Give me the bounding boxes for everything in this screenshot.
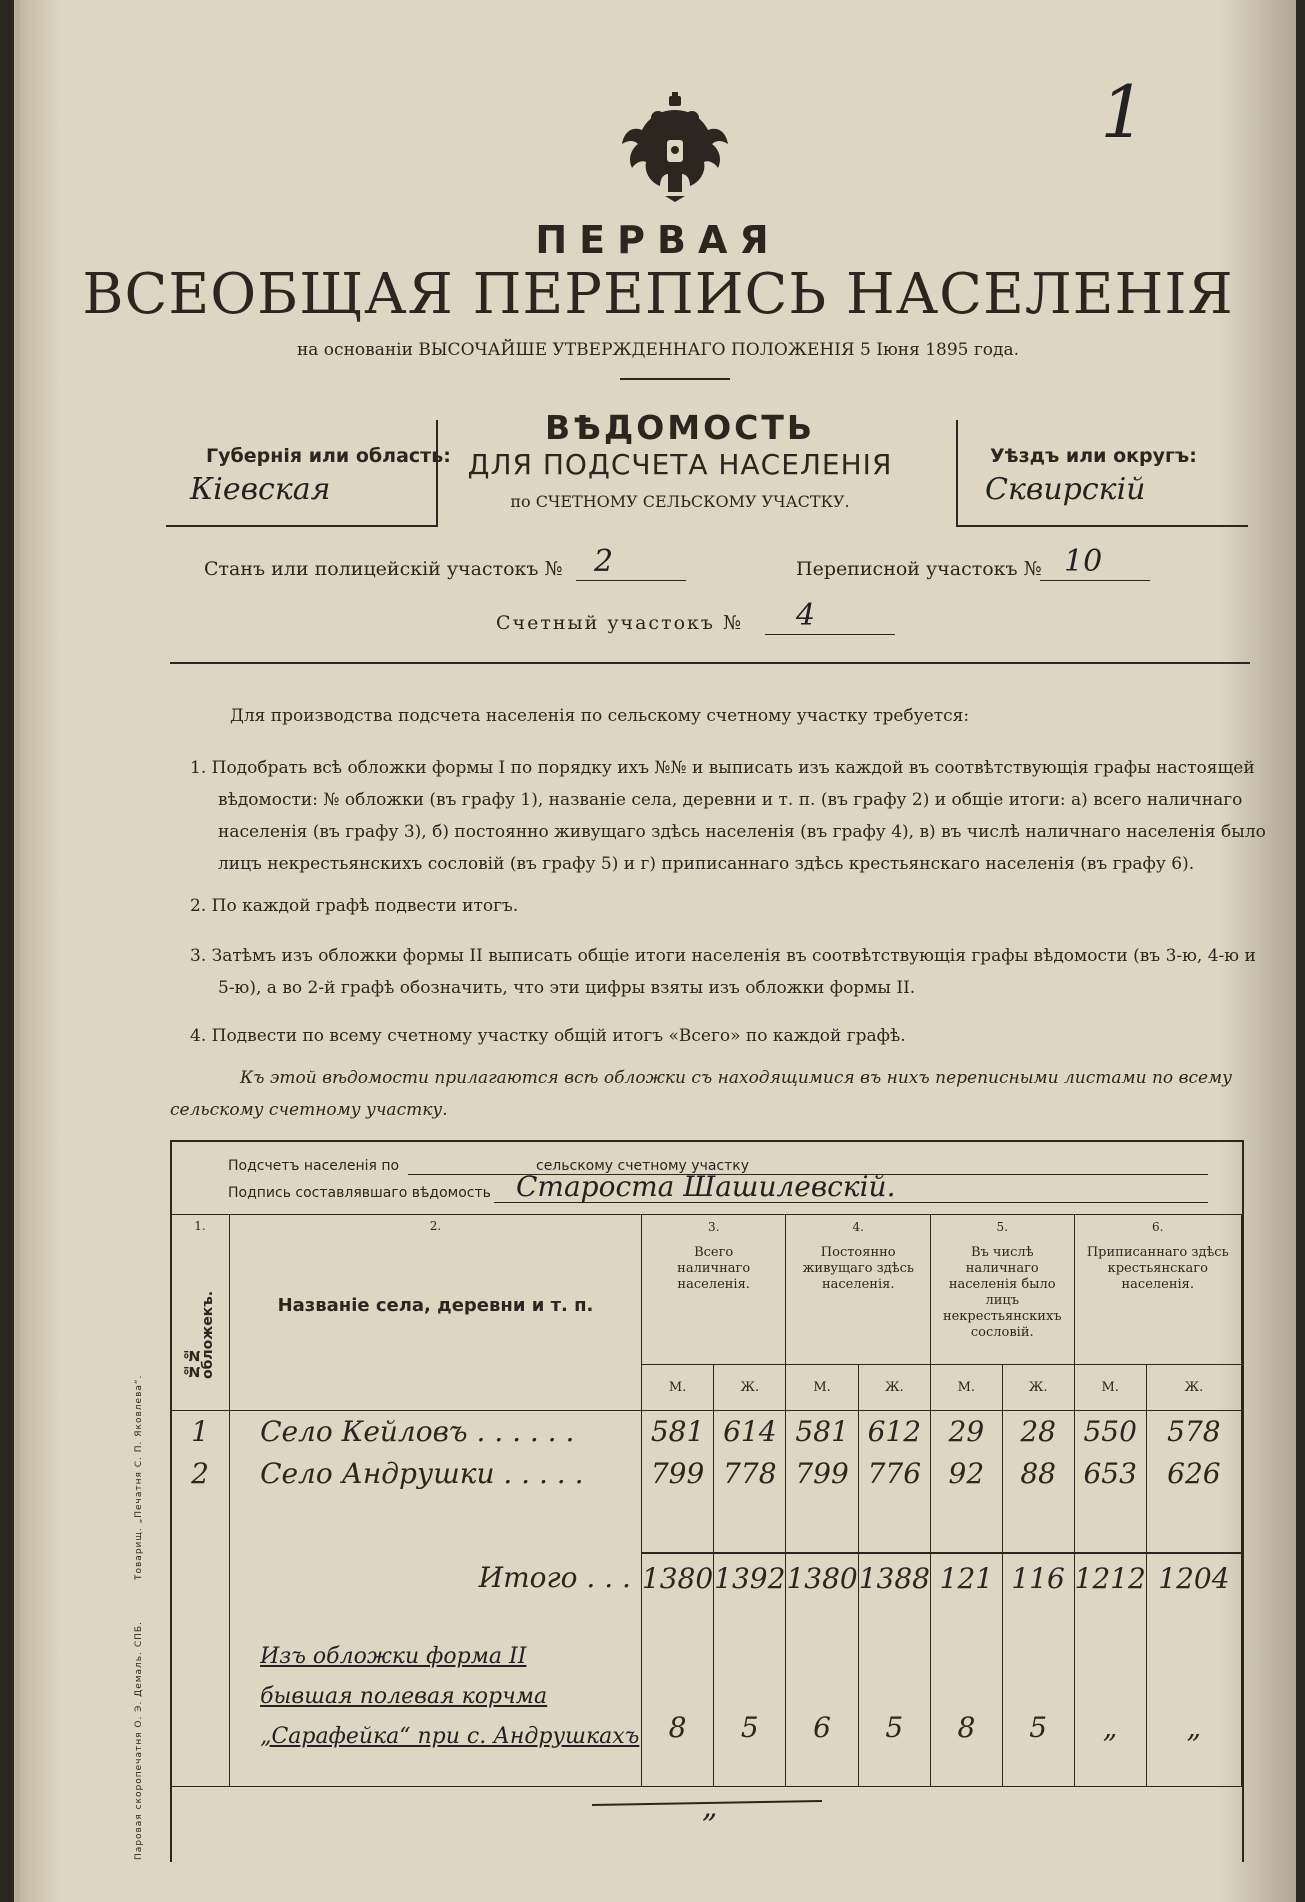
stan-line [576,580,686,581]
perepis-value: 10 [1064,544,1103,579]
col4-number: 4. [852,1220,864,1234]
total-v4: 1388 [858,1553,930,1603]
printer-imprint-top: Товарищ. „Печатня С. П. Яковлева“. [134,1374,144,1580]
row1-v4: 612 [858,1411,930,1453]
table-row [171,1411,1242,1453]
col2-number: 2. [429,1219,442,1233]
row2-v8: 626 [1146,1453,1241,1495]
col1-number: 1. [194,1219,206,1233]
schet-line [765,634,895,635]
row2-v5: 92 [930,1453,1002,1495]
title-first: ПЕРВАЯ [535,218,781,262]
table-row-spacer [171,1495,1242,1553]
col4-zh: Ж. [858,1365,930,1411]
row2-v3: 799 [786,1453,858,1495]
instruction-item-4: 4. Подвести по всему счетному участку общiй итогъ «Всего» по каждой графѣ. [190,1026,906,1046]
form2-line-3: „Сарафейка“ при с. Андрушкахъ [260,1723,640,1749]
col6-header: Приписаннаго здѣсь крестьянскаго населенiя. [1086,1245,1229,1292]
stan-label: Станъ или полицейскiй участокъ № [204,558,563,580]
col3-number: 3. [707,1220,720,1234]
form2-v2: 5 [714,1603,786,1787]
col1-header-cell [171,1215,230,1411]
row1-v7: 550 [1074,1411,1146,1453]
instruction-item-2: 2. По каждой графѣ подвести итогъ. [190,896,519,916]
col5-m: М. [930,1365,1002,1411]
row1-v8: 578 [1146,1411,1241,1453]
form2-v3: 6 [786,1603,858,1787]
total-row [171,1553,1242,1603]
form2-v1: 8 [641,1603,713,1787]
form2-v7: „ [1074,1603,1146,1787]
row2-name: Село Андрушки . . . . . [230,1453,642,1495]
row1-v3: 581 [786,1411,858,1453]
instruction-item-3: 3. Затѣмъ изъ обложки формы II выписать общiе итоги населенiя въ соотвѣтствующiя графы вѣдомости (въ 3-ю, 4-ю и 5-ю), а во 2-й графѣ обозначить, что эти цифры взяты изъ обложки формы II. [190,946,1256,998]
total-label: Итого . . . [230,1553,642,1603]
row2-no: 2 [171,1453,230,1495]
by-area-title: по СЧЕТНОМУ СЕЛЬСКОМУ УЧАСТКУ. [510,492,850,511]
row1-v1: 581 [641,1411,713,1453]
population-table [170,1140,1244,1862]
col2-header-cell [230,1215,642,1411]
uezd-label: Уѣздъ или округъ: [990,445,1197,467]
row2-v1: 799 [641,1453,713,1495]
row2-v7: 653 [1074,1453,1146,1495]
total-v3: 1380 [786,1553,858,1603]
form2-row [171,1603,1242,1787]
total-v8: 1204 [1146,1553,1241,1603]
col1-header: №№ обложекъ. [184,1290,217,1379]
instruction-item-1: 1. Подобрать всѣ обложки формы I по порядку ихъ №№ и выписать изъ каждой въ соотвѣтствующiя графы настоящей вѣдомости: № обложки (въ графу 1), названiе села, деревни и т. п. (въ графу 2) и общiе итоги: а) всего наличнаго населенiя (въ графу 3), б) постоянно живущаго здѣсь населенiя (въ графу 4), в) въ числѣ наличнаго населенiя было лицъ некрестьянскихъ сословiй (въ графу 5) и г) приписаннаго здѣсь крестьянскаго населенiя (въ графу 6). [190,758,1266,874]
gubernia-label: Губернiя или область: [206,445,451,467]
table-subtitle-value: сельскому счетному участку [536,1158,750,1174]
uezd-value: Сквирскiй [985,472,1146,507]
total-v6: 116 [1002,1553,1074,1603]
vedomost-title: ВѢДОМОСТЬ [544,408,816,447]
title-divider [620,378,730,380]
col4-m: М. [786,1365,858,1411]
col3-header-cell [641,1215,786,1365]
instructions-intro: Для производства подсчета населенiя по сельскому счетному участку требуется: [230,706,970,726]
title-basis: на основанiи ВЫСОЧАЙШЕ УТВЕРЖДЕННАГО ПОЛОЖЕНIЯ 5 Iюня 1895 года. [296,340,1020,360]
col6-header-cell [1074,1215,1241,1365]
signature-value: Староста Шашилевскiй. [516,1170,896,1203]
form2-v5: 8 [930,1603,1002,1787]
table-row [171,1453,1242,1495]
perepis-label: Переписной участокъ № [796,558,1042,580]
fields-divider [170,662,1250,664]
row1-no: 1 [171,1411,230,1453]
col2-header: Названiе села, деревни и т. п. [277,1295,594,1316]
title-main: ВСЕОБЩАЯ ПЕРЕПИСЬ НАСЕЛЕНIЯ [82,262,1234,327]
counting-title: ДЛЯ ПОДСЧЕТА НАСЕЛЕНIЯ [467,448,893,481]
col5-header-cell [930,1215,1074,1365]
form2-v8: „ [1146,1603,1241,1787]
instructions-note: Къ этой вѣдомости прилагаются всѣ обложки съ находящимися въ нихъ переписными листами по всему сельскому счетному участку. [170,1068,1233,1120]
printer-imprint-bottom: Паровая скоропечатня О. Э. Демаль. СПБ. [134,1621,144,1860]
total-v5: 121 [930,1553,1002,1603]
col3-m: М. [641,1365,713,1411]
gubernia-value: Кiевская [190,472,331,507]
page-number: 1 [1100,70,1146,154]
signature-label: Подпись составлявшаго вѣдомость [228,1185,491,1201]
col5-header: Въ числѣ наличнаго населенiя было лицъ некрестьянскихъ сословiй. [942,1245,1062,1340]
col5-number: 5. [996,1220,1008,1234]
col6-number: 6. [1152,1220,1164,1234]
double-headed-eagle-emblem [620,92,730,202]
form2-v6: 5 [1002,1603,1074,1787]
col4-header: Постоянно живущаго здѣсь населенiя. [802,1245,914,1292]
row2-v4: 776 [858,1453,930,1495]
perepis-line [1040,580,1150,581]
row1-name: Село Кейловъ . . . . . . [230,1411,642,1453]
col3-zh: Ж. [714,1365,786,1411]
schet-value: 4 [796,598,816,633]
row2-v2: 778 [714,1453,786,1495]
total-v7: 1212 [1074,1553,1146,1603]
row2-v6: 88 [1002,1453,1074,1495]
population-grid [170,1214,1242,1787]
row1-v2: 614 [714,1411,786,1453]
ditto-mark: „ [702,1790,718,1825]
table-subtitle-label: Подсчетъ населенiя по [228,1158,400,1174]
row1-v5: 29 [930,1411,1002,1453]
col5-zh: Ж. [1002,1365,1074,1411]
total-v2: 1392 [714,1553,786,1603]
form2-text [230,1603,642,1787]
form2-line-2: бывшая полевая корчма [260,1683,548,1709]
form2-line-1: Изъ обложки форма II [260,1643,527,1669]
total-v1: 1380 [641,1553,713,1603]
stan-value: 2 [594,544,614,579]
schet-label: Счетный участокъ № [496,612,743,634]
col6-zh: Ж. [1146,1365,1241,1411]
col4-header-cell [786,1215,931,1365]
col6-m: М. [1074,1365,1146,1411]
census-sheet [14,0,1296,1902]
row1-v6: 28 [1002,1411,1074,1453]
col3-header: Всего наличнаго населенiя. [677,1245,751,1292]
form2-v4: 5 [858,1603,930,1787]
